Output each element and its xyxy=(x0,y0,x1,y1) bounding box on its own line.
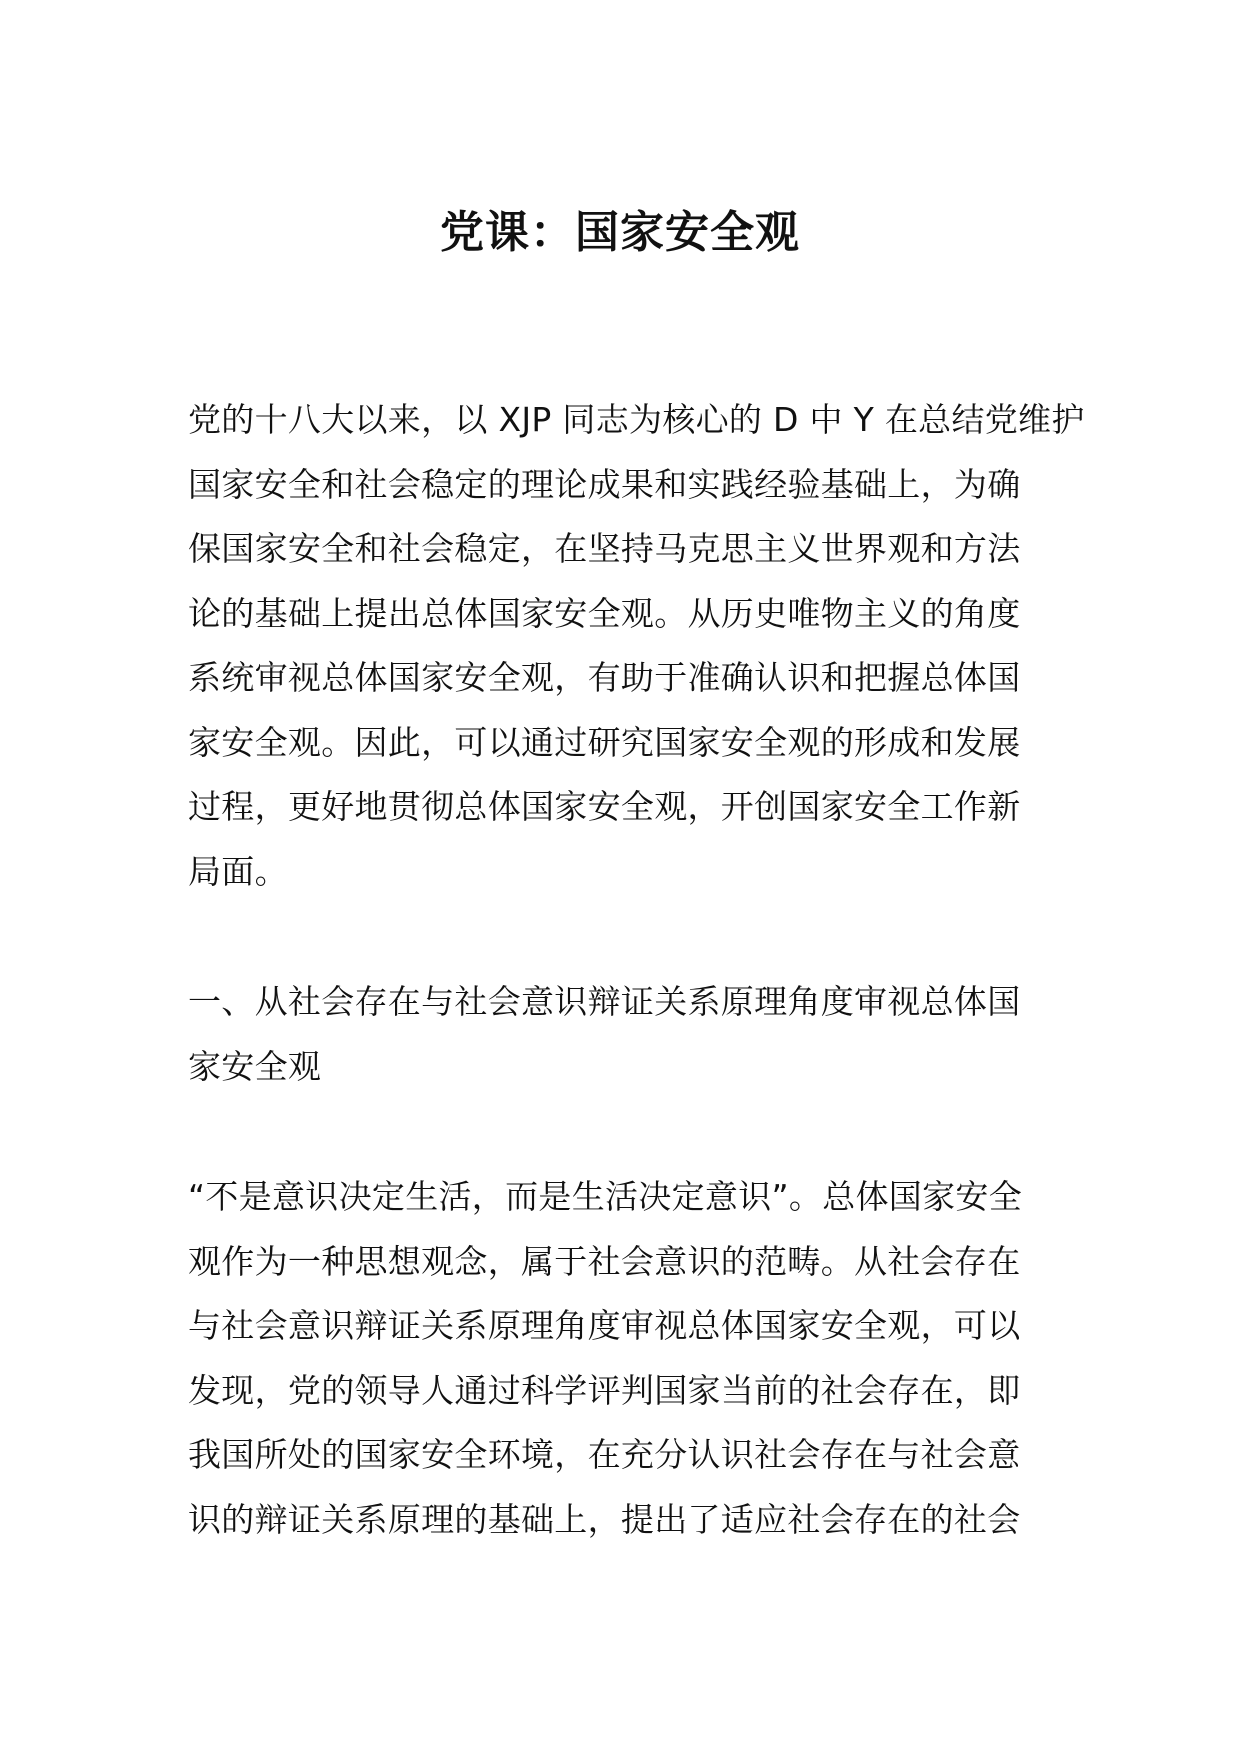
text-line: 党的十八大以来，以 XJP 同志为核心的 D 中 Y 在总结党维护 xyxy=(188,400,1085,439)
text-line: 观作为一种思想观念，属于社会意识的范畴。从社会存在 xyxy=(188,1241,1021,1281)
section-heading xyxy=(188,970,1060,1099)
text-line: 识的辩证关系原理的基础上，提出了适应社会存在的社会 xyxy=(188,1499,1021,1539)
text-line: “不是意识决定生活，而是生活决定意识”。总体国家安全 xyxy=(188,1177,1022,1216)
body-paragraph xyxy=(188,1165,1060,1552)
text-line: 与社会意识辩证关系原理角度审视总体国家安全观，可以 xyxy=(188,1306,1021,1345)
text-line: 发现，党的领导人通过科学评判国家当前的社会存在，即 xyxy=(188,1370,1021,1410)
heading-line: 家安全观 xyxy=(188,1046,322,1086)
text-line: 保国家安全和社会稳定，在坚持马克思主义世界观和方法 xyxy=(188,529,1021,568)
text-line: 论的基础上提出总体国家安全观。从历史唯物主义的角度 xyxy=(188,593,1021,633)
text-line: 我国所处的国家安全环境，在充分认识社会存在与社会意 xyxy=(188,1435,1021,1474)
text-line: 过程，更好地贯彻总体国家安全观，开创国家安全工作新 xyxy=(188,787,1021,826)
intro-paragraph xyxy=(188,388,1085,904)
text-line: 局面。 xyxy=(188,851,288,891)
heading-line: 一、从社会存在与社会意识辩证关系原理角度审视总体国 xyxy=(188,982,1021,1021)
text-line: 国家安全和社会稳定的理论成果和实践经验基础上，为确 xyxy=(188,464,1021,504)
document-title: 党课：国家安全观 xyxy=(440,207,800,258)
text-line: 家安全观。因此，可以通过研究国家安全观的形成和发展 xyxy=(188,722,1021,762)
text-line: 系统审视总体国家安全观，有助于准确认识和把握总体国 xyxy=(188,658,1021,697)
